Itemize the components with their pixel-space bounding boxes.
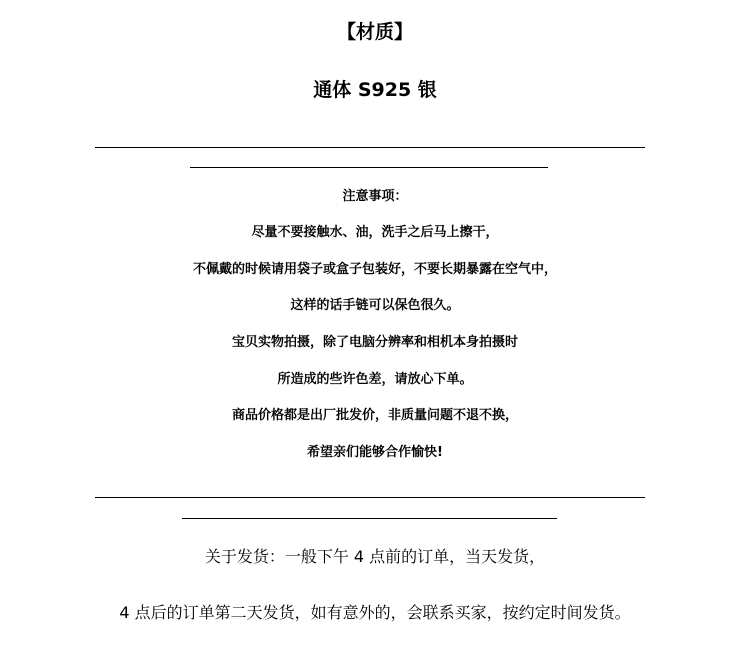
notes-line: 商品价格都是出厂批发价，非质量问题不退不换， <box>231 408 518 423</box>
divider-bottom-short <box>182 518 557 519</box>
notes-line: 这样的话手链可以保色很久。 <box>290 298 460 313</box>
notes-line: 希望亲们能够合作愉快! <box>307 445 443 460</box>
notes-heading: 注意事项： <box>342 189 408 204</box>
notes-line: 宝贝实物拍摄，除了电脑分辨率和相机本身拍摄时 <box>231 335 518 350</box>
divider-top-short <box>190 167 548 168</box>
material-text: 通体 S925 银 <box>313 79 437 101</box>
shipping-line-1: 关于发货：一般下午 4 点前的订单，当天发货， <box>204 547 546 566</box>
section-title: 【材质】 <box>336 21 413 43</box>
divider-bottom-long <box>95 497 645 498</box>
notes-line: 所造成的些许色差，请放心下单。 <box>277 372 473 387</box>
divider-top-long <box>95 147 645 148</box>
notes-line: 尽量不要接触水、油，洗手之后马上擦干， <box>251 225 499 240</box>
shipping-line-2: 4 点后的订单第二天发货，如有意外的，会联系买家，按约定时间发货。 <box>119 603 631 622</box>
notes-line: 不佩戴的时候请用袋子或盒子包装好，不要长期暴露在空气中， <box>192 262 557 277</box>
